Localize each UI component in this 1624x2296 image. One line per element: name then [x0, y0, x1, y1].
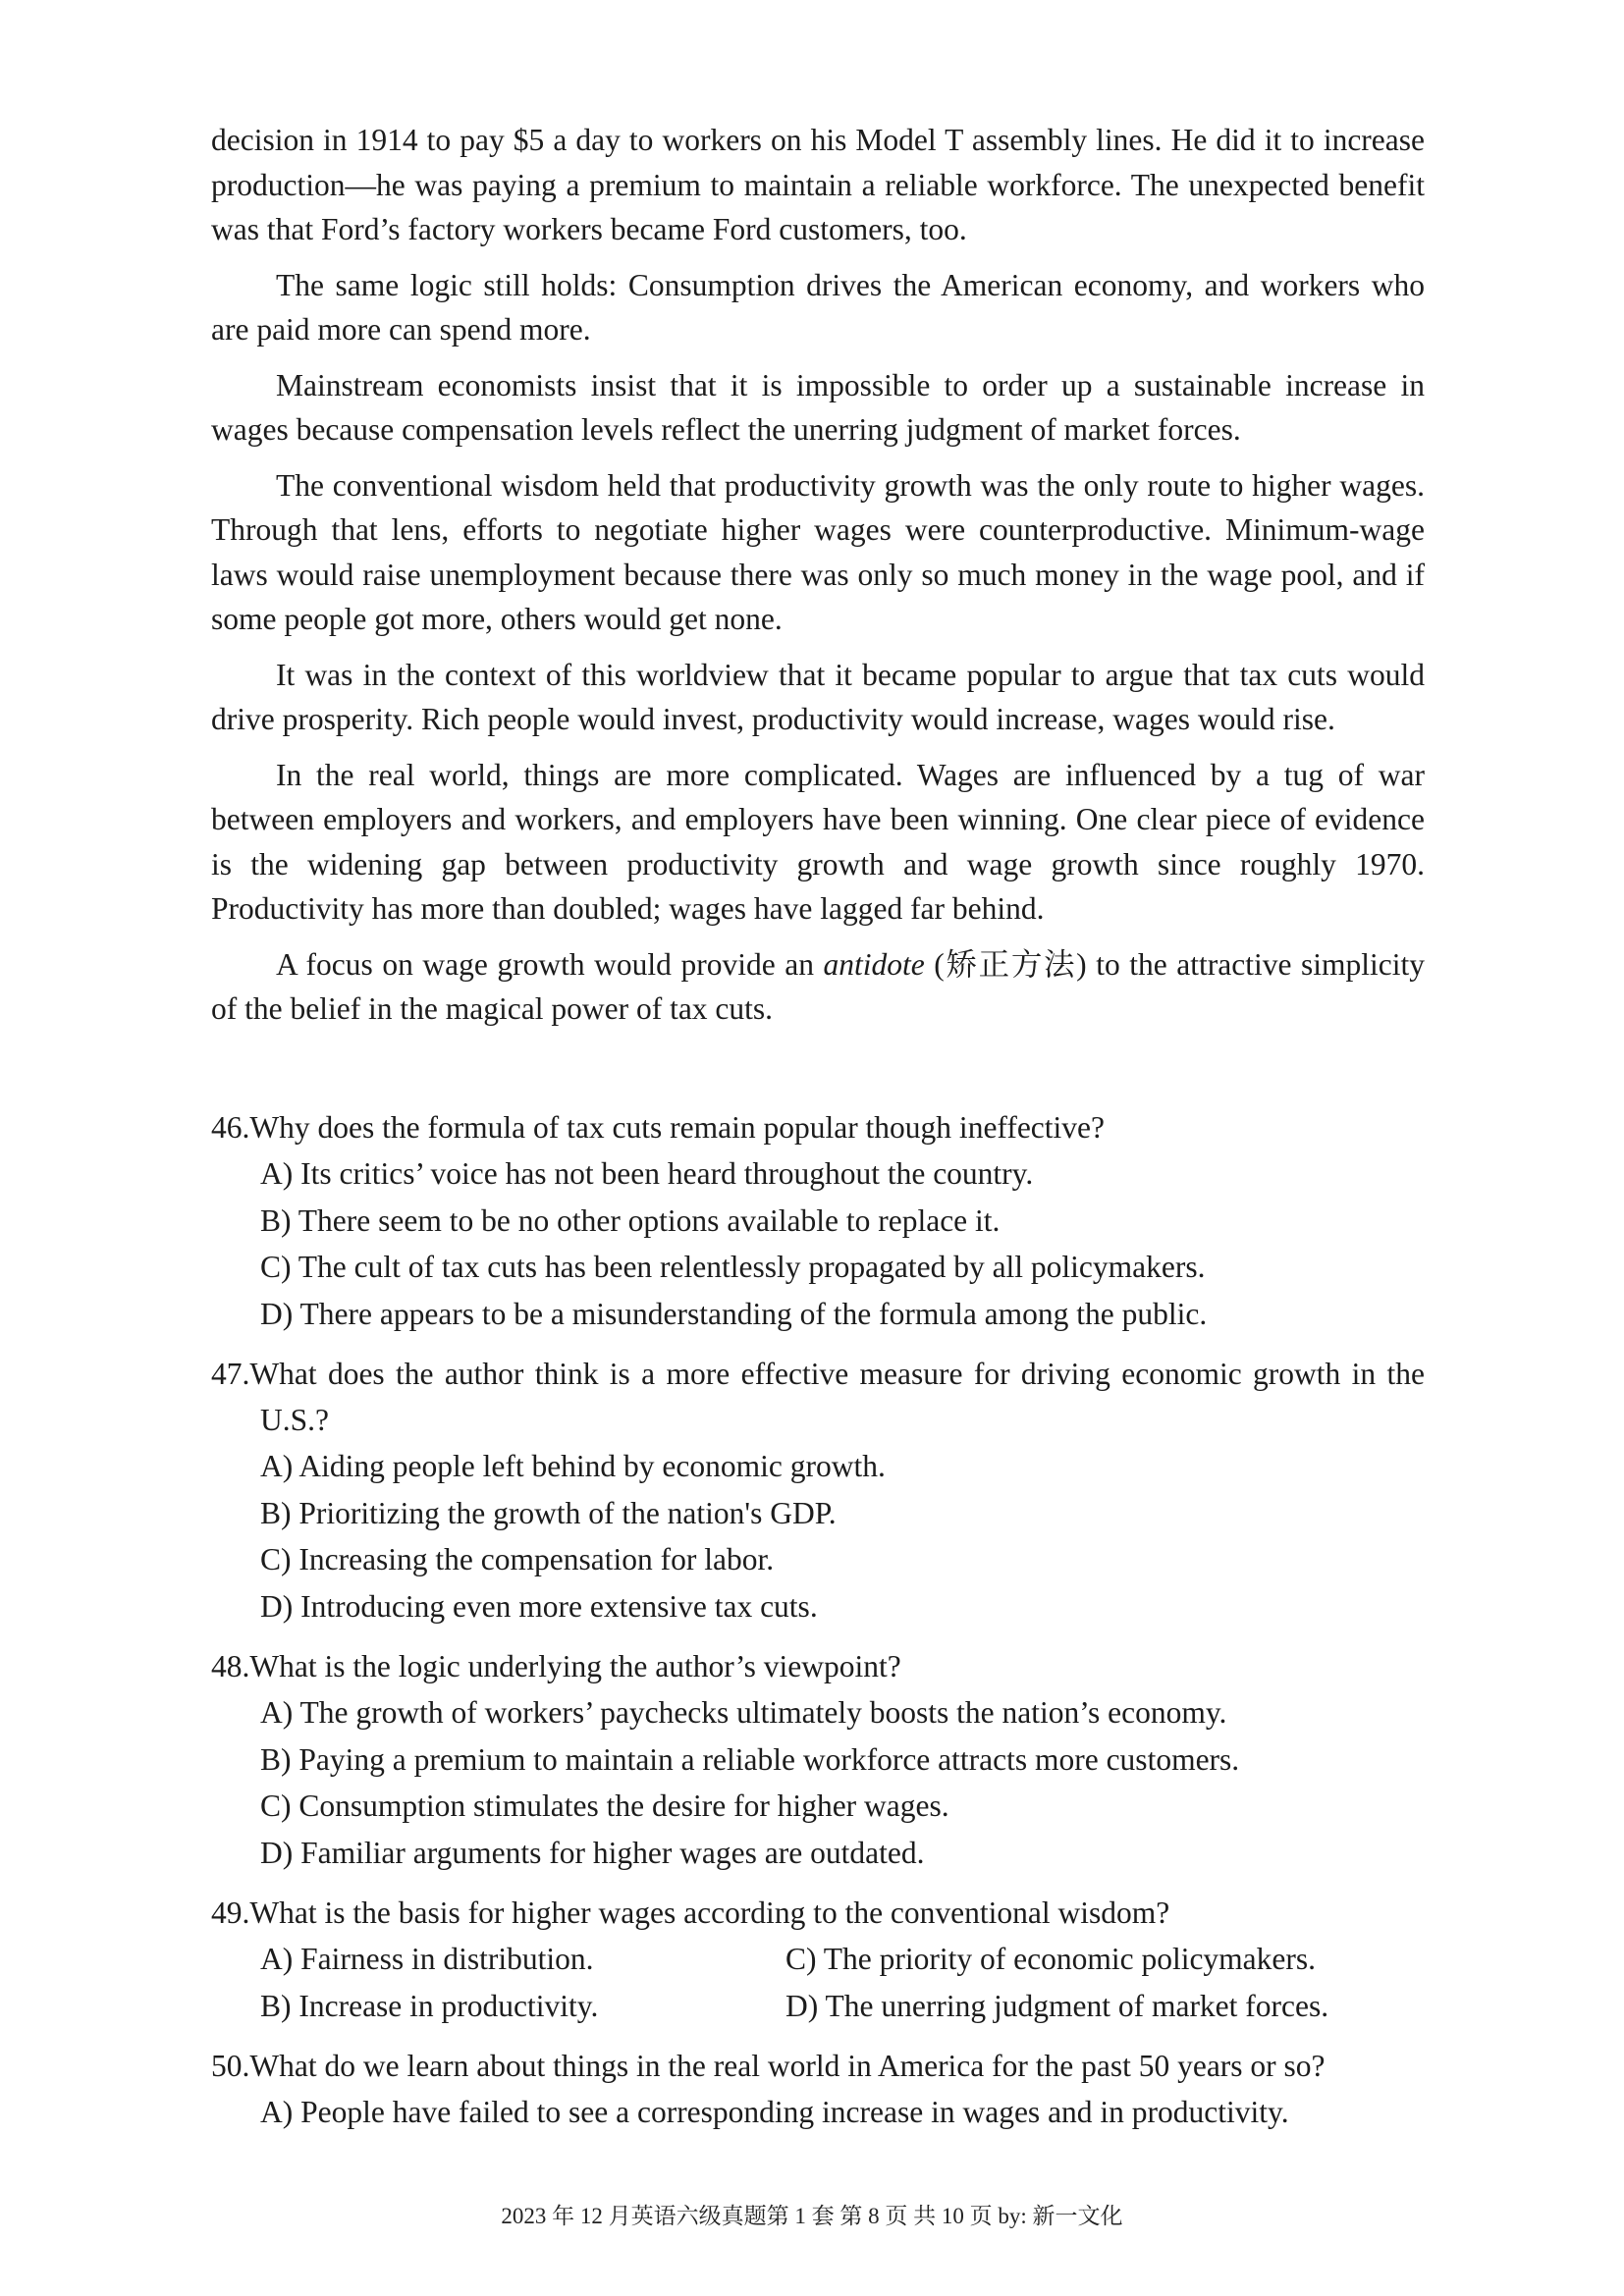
question-46	[211, 1104, 1425, 1337]
italic-term: antidote	[823, 946, 925, 982]
option-c: C) Consumption stimulates the desire for higher wages.	[260, 1789, 949, 1823]
page-footer: 2023 年 12 月英语六级真题第 1 套 第 8 页 共 10 页 by: 新一文化	[501, 2204, 1123, 2228]
question-stem: 47.What does the author think is a more effective measure for driving economic growth in the U.S.?	[211, 1357, 1425, 1437]
option-a: A) The growth of workers’ paychecks ultimately boosts the nation’s economy.	[260, 1695, 1227, 1730]
passage-paragraph: In the real world, things are more complicated. Wages are influenced by a tug of war between employers and workers, and employers have been winning. One clear piece of evidence is the widening gap between productivity growth and wage growth since roughly 1970. Productivity has more than doubled; wages have lagged far behind.	[211, 757, 1425, 926]
question-50	[211, 2043, 1425, 2136]
option-b: B) Increase in productivity.	[260, 1988, 599, 2023]
option-b: B) Paying a premium to maintain a reliable workforce attracts more customers.	[260, 1741, 1240, 1777]
passage-paragraph-last	[211, 942, 1425, 1032]
passage-paragraph: It was in the context of this worldview that it became popular to argue that tax cuts would drive prosperity. Rich people would invest, productivity would increase, wages would rise.	[211, 657, 1425, 736]
option-a: A) Aiding people left behind by economic growth.	[260, 1449, 886, 1483]
question-47	[211, 1351, 1425, 1629]
question-stem: 50.What do we learn about things in the real world in America for the past 50 years or so?	[211, 2049, 1326, 2083]
question-48	[211, 1643, 1425, 1876]
question-stem: 48.What is the logic underlying the author’s viewpoint?	[211, 1649, 901, 1683]
option-d: D) Familiar arguments for higher wages are outdated.	[260, 1835, 925, 1870]
passage-paragraph: decision in 1914 to pay $5 a day to workers on his Model T assembly lines. He did it to increase production—he was paying a premium to maintain a reliable workforce. The unexpected benefit was that Ford’s factory workers became Ford customers, too.	[211, 123, 1425, 246]
question-stem: 46.Why does the formula of tax cuts remain popular though ineffective?	[211, 1110, 1106, 1145]
option-b: B) Prioritizing the growth of the nation's GDP.	[260, 1495, 837, 1530]
option-d: D) Introducing even more extensive tax cuts.	[260, 1588, 818, 1624]
reading-passage	[211, 118, 1425, 1042]
passage-paragraph: The same logic still holds: Consumption drives the American economy, and workers who are paid more can spend more.	[211, 267, 1425, 347]
paragraph-text: to the attractive simplicity of the belief in the magical power of tax cuts.	[211, 946, 1425, 1026]
question-list	[211, 1104, 1425, 2150]
paragraph-text: A focus on wage growth would provide an	[276, 946, 824, 982]
options-grid	[211, 1936, 1425, 2029]
option-b: B) There seem to be no other options available to replace it.	[260, 1202, 1001, 1238]
question-49	[211, 1890, 1425, 2029]
option-d: D) There appears to be a misunderstanding of the formula among the public.	[260, 1296, 1208, 1331]
option-a: A) People have failed to see a corresponding increase in wages and in productivity.	[260, 2095, 1289, 2129]
question-stem: 49.What is the basis for higher wages according to the conventional wisdom?	[211, 1896, 1170, 1930]
option-d: D) The unerring judgment of market forces.	[785, 1988, 1329, 2023]
option-c: C) The cult of tax cuts has been relentlessly propagated by all policymakers.	[260, 1250, 1206, 1284]
option-c: C) The priority of economic policymakers.	[785, 1942, 1317, 1976]
option-a: A) Fairness in distribution.	[260, 1942, 594, 1976]
option-c: C) Increasing the compensation for labor.	[260, 1542, 775, 1576]
option-a: A) Its critics’ voice has not been heard throughout the country.	[260, 1156, 1034, 1191]
passage-paragraph: Mainstream economists insist that it is impossible to order up a sustainable increase in wages because compensation levels reflect the unerring judgment of market forces.	[211, 367, 1425, 447]
passage-paragraph: The conventional wisdom held that productivity growth was the only route to higher wages. Through that lens, efforts to negotiate higher wages were counterproductive. Minimum-wage laws would raise unemployment because there was only so much money in the wage pool, and if some people got more, others would get none.	[211, 467, 1425, 636]
chinese-gloss: (矫正方法)	[924, 946, 1097, 982]
